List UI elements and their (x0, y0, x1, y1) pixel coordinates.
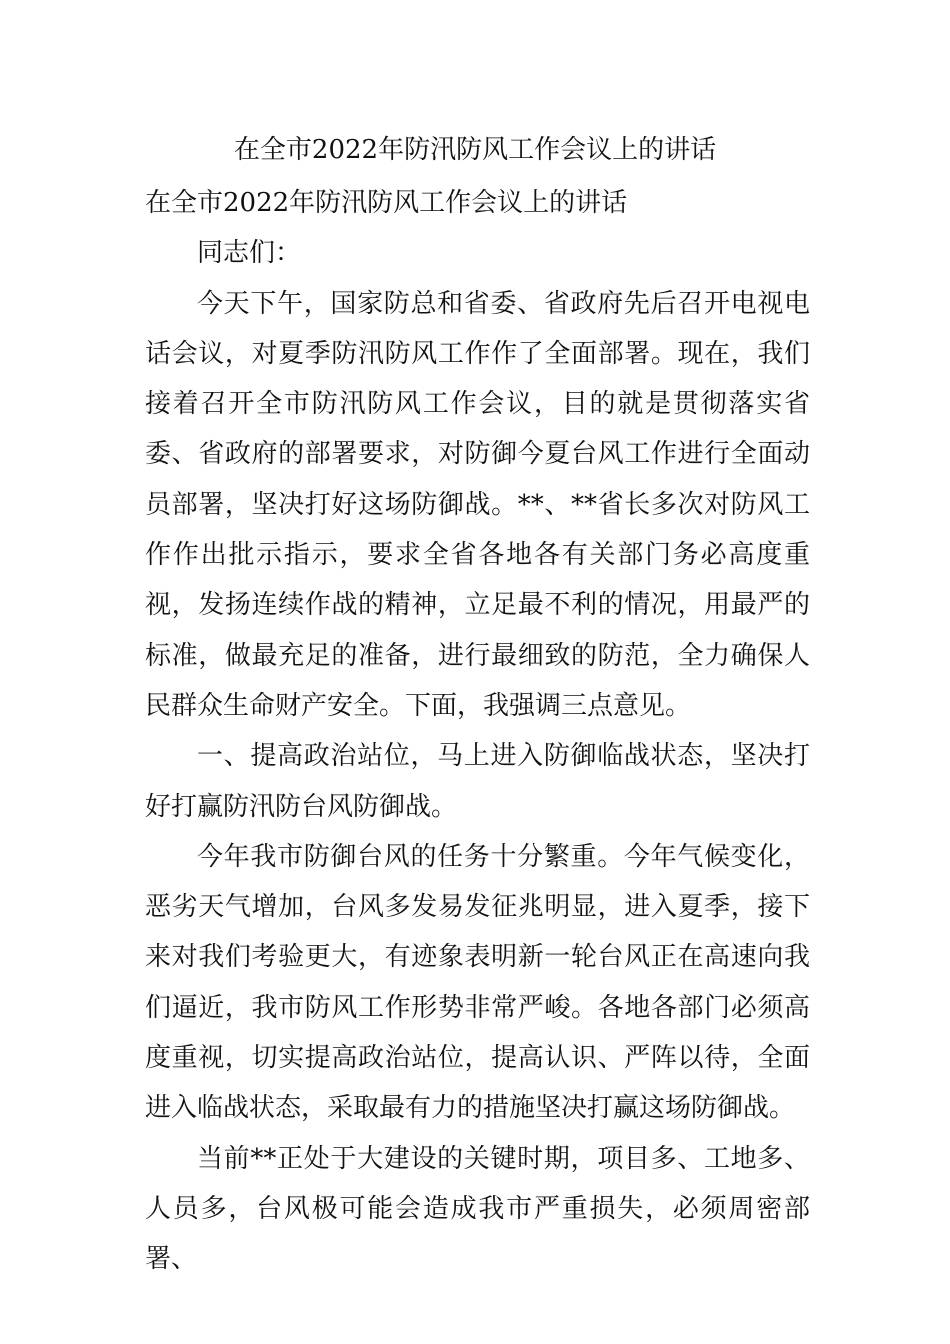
paragraph-current: 当前**正处于大建设的关键时期，项目多、工地多、人员多，台风极可能会造成我市严重损失，必须周密部署、 (145, 1143, 810, 1275)
document-title: 在全市2022年防汛防风工作会议上的讲话 (233, 135, 717, 165)
paragraph-salutation: 同志们： (197, 238, 302, 269)
paragraph-intro: 今天下午，国家防总和省委、省政府先后召开电视电话会议，对夏季防汛防风工作作了全面部署。现在，我们接着召开全市防汛防风工作会议，目的就是贯彻落实省委、省政府的部署要求，对防御今夏台风工作进行全面动员部署，坚决打好这场防御战。**、**省长多次对防风工作作出批示指示，要求全省各地各有关部门务必高度重视，发扬连续作战的精神，立足最不利的情况，用最严的标准，做最充足的准备，进行最细致的防范，全力确保人民群众生命财产安全。下面，我强调三点意见。 (145, 288, 810, 721)
document-body (145, 178, 810, 1285)
paragraph-subtitle: 在全市2022年防汛防风工作会议上的讲话 (145, 188, 628, 218)
paragraph-situation: 今年我市防御台风的任务十分繁重。今年气候变化，恶劣天气增加，台风多发易发征兆明显，进入夏季，接下来对我们考验更大，有迹象表明新一轮台风正在高速向我们逼近，我市防风工作形势非常严峻。各地各部门必须高度重视，切实提高政治站位，提高认识、严阵以待，全面进入临战状态，采取最有力的措施坚决打赢这场防御战。 (145, 841, 810, 1124)
paragraph-section-heading: 一、提高政治站位，马上进入防御临战状态，坚决打好打赢防汛防台风防御战。 (145, 741, 810, 822)
